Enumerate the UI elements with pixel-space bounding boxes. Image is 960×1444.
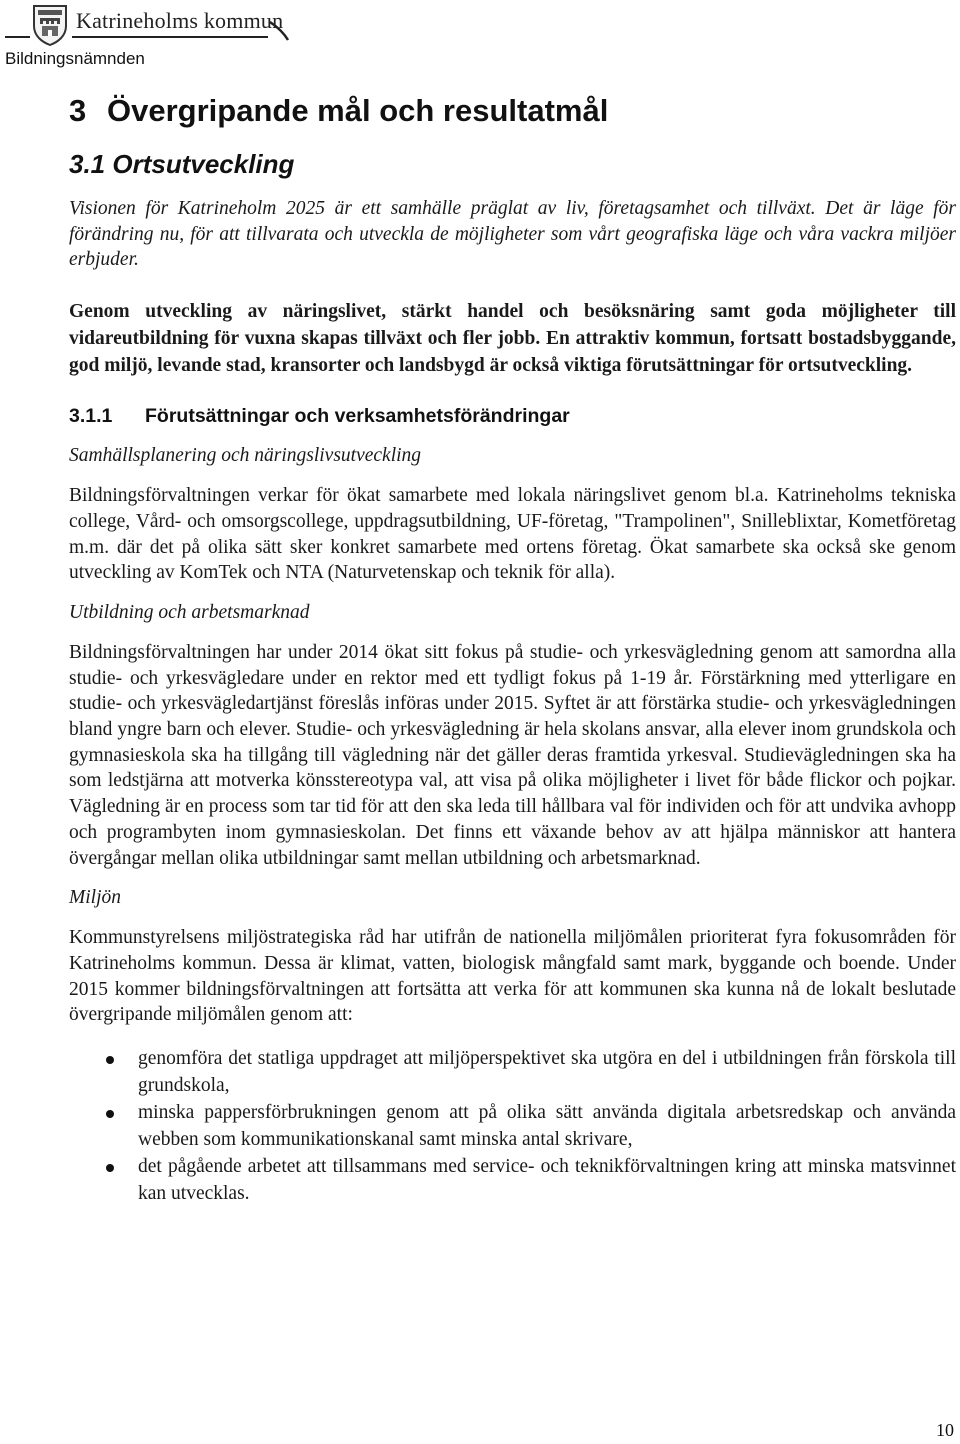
section-heading (69, 90, 956, 132)
block-text-education: Bildningsförvaltningen har under 2014 ökat sitt fokus på studie- och yrkesvägledning genom att samordna alla studie- och yrkesvägledare under en rektor med ett tydligt fokus på 1-19 år. Förstärkning med ytterligare en studie- och yrkesvägledartjänst föreslås införas under 2015. Syftet är att förstärka studie- och yrkesvägledningen bland yngre barn och elever. Studie- och yrkesvägledning är hela skolans ansvar, alla elever inom grundskola och gymnasieskola ska ha tillgång till vägledning när det gäller deras framtida yrkesval. Studievägledningen ska ha som ledstjärna att motverka könsstereotypa val, att visa på olika möjligheter i livet för både flickor och pojkar. Vägledning är en process som tar tid för att den ska leda till hållbara val för individen och för att undvika avhopp och programbyten inom gymnasieskolan. Det finns ett växande behov av att hjälpa människor att hantera övergångar mellan olika utbildningar samt mellan utbildning och arbetsmarknad. (69, 641, 956, 869)
subsubsection-title: Förutsättningar och verksamhetsförändringar (145, 405, 570, 428)
page-number: 10 (936, 1420, 954, 1440)
section-number: 3 (69, 93, 87, 128)
list-item: genomföra det statliga uppdraget att miljöperspektivet ska utgöra en del i utbildningen från förskola till grundskola, (69, 1046, 956, 1099)
block-heading-environment: Miljön (69, 887, 121, 909)
subsection-heading: 3.1 Ortsutveckling (69, 149, 295, 179)
block-text-environment: Kommunstyrelsens miljöstrategiska råd har utifrån de nationella miljömålen prioriterat fyra fokusområden för Katrineholms kommun. Dessa är klimat, vatten, biologisk mångfald samt mark, byggande och boende. Under 2015 kommer bildningsförvaltningen att fortsätta att verka för att kommunen ska kunna nå de lokalt beslutade övergripande miljömålen genom att: (69, 927, 956, 1026)
bullet-icon (106, 1110, 114, 1118)
department-name: Bildningsnämnden (5, 49, 145, 68)
brand-swoosh-icon (268, 20, 292, 42)
municipal-crest-icon (30, 2, 70, 46)
document-body (69, 90, 956, 1207)
block-heading-education: Utbildning och arbetsmarknad (69, 601, 310, 623)
section-title: Övergripande mål och resultatmål (107, 93, 609, 128)
list-item: minska pappersförbrukningen genom att på olika sätt använda digitala arbetsredskap och använda webben som kommunikationskanal samt minska antal skrivare, (69, 1100, 956, 1153)
environment-bullet-list (69, 1046, 956, 1207)
brand-wordmark: Katrineholms kommun (76, 8, 284, 33)
vision-paragraph: Visionen för Katrineholm 2025 är ett samhälle präglat av liv, företagsamhet och tillväxt. Det är läge för förändring nu, för att tillvarata och utveckla de möjligheter som vårt geografiska läge och våra vackra miljöer erbjuder. (69, 198, 956, 271)
subsubsection-number: 3.1.1 (69, 405, 113, 428)
bullet-icon (106, 1056, 114, 1064)
page-header (0, 0, 960, 75)
subsubsection-heading (69, 401, 956, 431)
goal-paragraph: Genom utveckling av näringslivet, stärkt handel och besöksnäring samt goda möjligheter till vidareutbildning för vuxna skapas tillväxt och fler jobb. En attraktiv kommun, fortsatt bostadsbyggande, god miljö, levande stad, kransorter och landsbygd är också viktiga förutsättningar för ortsutveckling. (69, 301, 956, 377)
header-rule-left (5, 36, 30, 38)
bullet-icon (106, 1164, 114, 1172)
block-heading-planning: Samhällsplanering och näringslivsutveckling (69, 445, 422, 467)
block-text-planning: Bildningsförvaltningen verkar för ökat samarbete med lokala näringslivet genom bl.a. Katrineholms tekniska college, Vård- och omsorgscollege, uppdragsutbildning, UF-företag, "Trampolinen", Snilleblixtar, Kometföretag m.m. där det på olika sätt sker konkret samarbete med ortens företag. Ökat samarbete ska också ske genom utveckling av KomTek och NTA (Naturvetenskap och teknik för alla). (69, 485, 956, 584)
header-rule-mid (72, 36, 268, 38)
list-item: det pågående arbetet att tillsammans med service- och teknikförvaltningen kring att minska matsvinnet kan utvecklas. (69, 1154, 956, 1207)
